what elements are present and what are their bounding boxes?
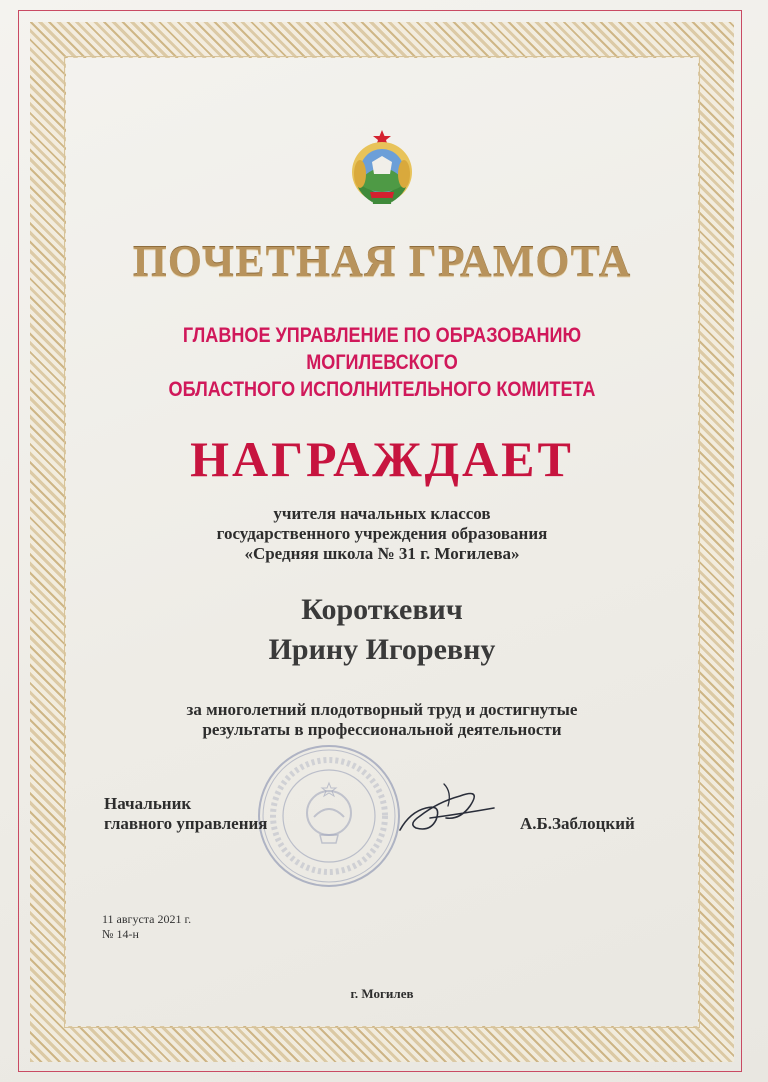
issue-city: г. Могилев <box>350 986 414 1001</box>
issuer-line: ОБЛАСТНОГО ИСПОЛНИТЕЛЬНОГО КОМИТЕТА <box>168 378 596 401</box>
recipient-role <box>70 504 694 564</box>
issue-date: 11 августа 2021 г. <box>102 912 192 926</box>
issuer-line: МОГИЛЕВСКОГО <box>306 351 458 374</box>
certificate-title: ПОЧЕТНАЯ ГРАМОТА <box>132 237 632 286</box>
certificate-content <box>70 60 694 1020</box>
awards-heading: НАГРАЖДАЕТ <box>190 431 574 487</box>
recipient-role-line: государственного учреждения образования <box>216 524 548 543</box>
signatory-title <box>104 794 334 834</box>
issue-details <box>102 912 302 942</box>
signatory-name: А.Б.Заблоцкий <box>520 814 635 833</box>
order-number: № 14-н <box>102 927 139 941</box>
award-reason-line: результаты в профессиональной деятельности <box>202 720 562 739</box>
signatory-title-line: главного управления <box>104 814 268 833</box>
belarus-coat-of-arms-icon <box>342 128 422 208</box>
recipient-role-line: учителя начальных классов <box>273 504 491 523</box>
recipient-name <box>70 590 694 670</box>
award-reason-line: за многолетний плодотворный труд и достигнутые <box>186 700 578 719</box>
recipient-given-names: Ирину Игоревну <box>268 633 496 666</box>
handwritten-signature <box>390 772 500 842</box>
award-reason <box>70 700 694 740</box>
recipient-surname: Короткевич <box>301 593 463 626</box>
recipient-role-line: «Средняя школа № 31 г. Могилева» <box>244 544 520 563</box>
issuer-block <box>114 322 651 403</box>
signatory-title-line: Начальник <box>104 794 192 813</box>
issuer-line: ГЛАВНОЕ УПРАВЛЕНИЕ ПО ОБРАЗОВАНИЮ <box>182 324 582 347</box>
